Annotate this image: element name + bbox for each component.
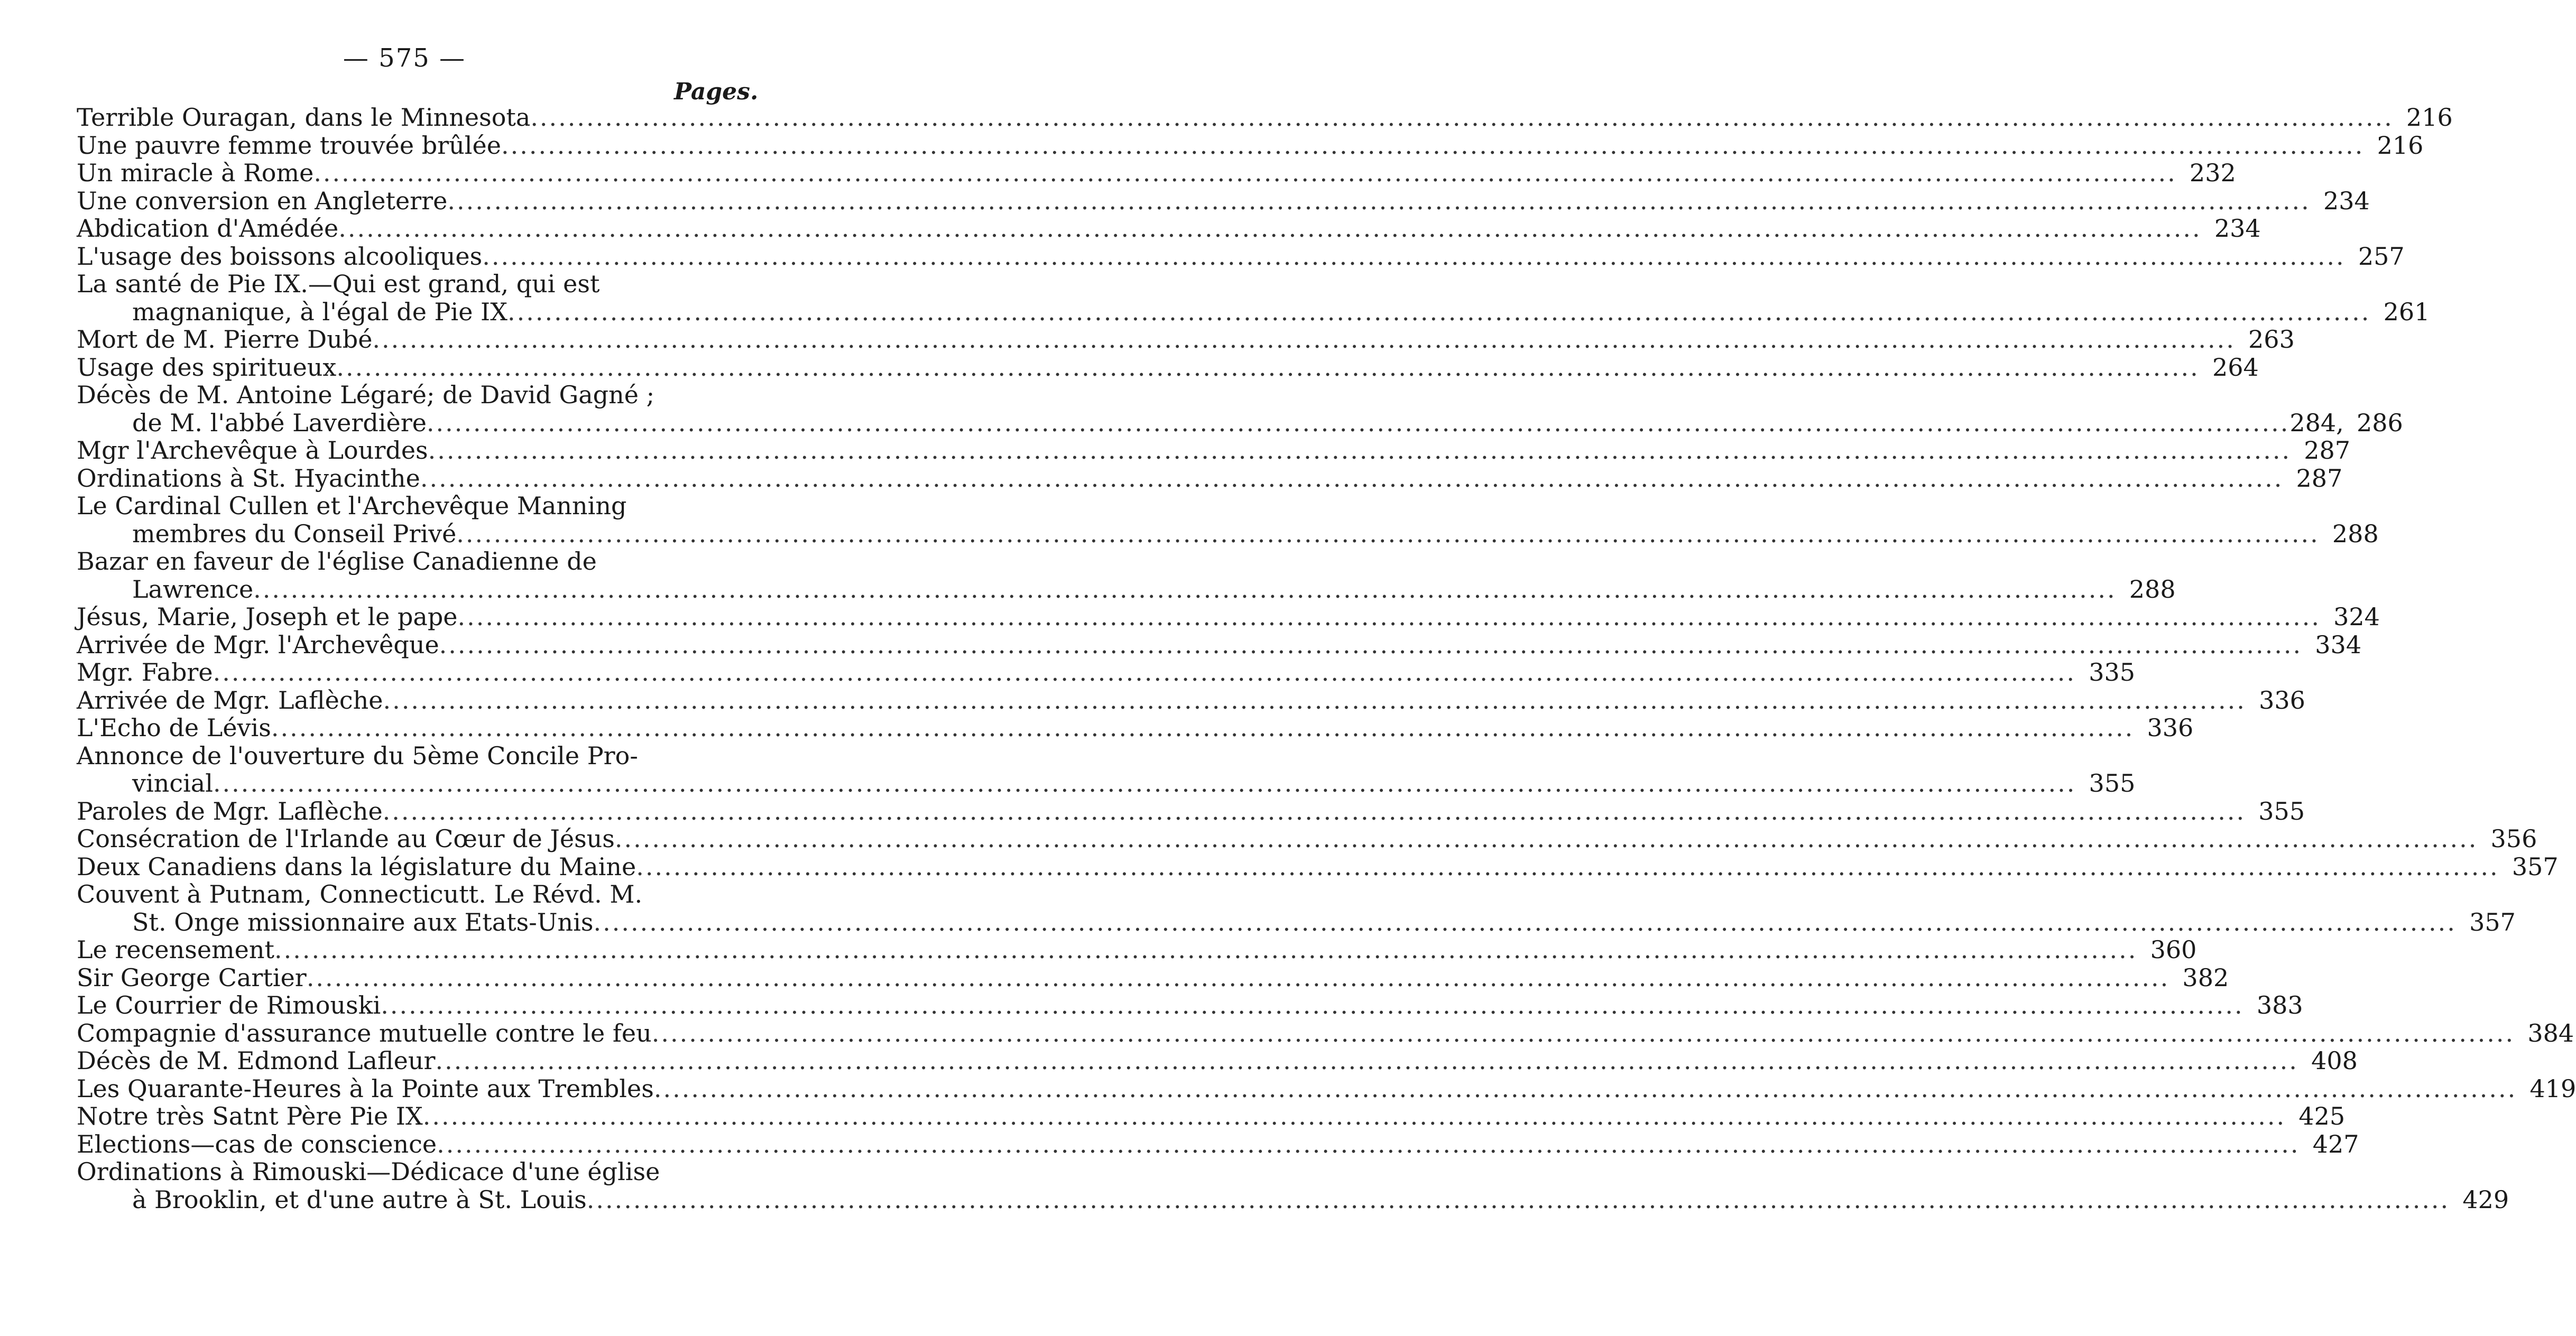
dot-leader: ........................................................................................................................................................................................................ — [435, 1046, 2298, 1075]
dot-leader: ........................................................................................................................................................................................................ — [313, 159, 2177, 187]
toc-entry — [77, 242, 2405, 271]
toc-entry-page: 264 — [2212, 352, 2259, 382]
dot-leader: ........................................................................................................................................................................................................ — [213, 658, 2076, 686]
toc-entry — [77, 852, 2559, 881]
toc-entry-page: 288 — [2332, 519, 2379, 548]
dot-leader: ........................................................................................................................................................................................................ — [422, 1102, 2286, 1130]
toc-entry-title: Notre très Satnt Père Pie IX — [77, 1102, 423, 1130]
toc-entry — [77, 436, 2351, 465]
dot-leader: ........................................................................................................................................................................................................ — [593, 907, 2457, 936]
toc-entry — [77, 658, 2136, 686]
toc-entry-title: de M. l'abbé Laverdière — [132, 408, 427, 437]
toc-entry-line — [77, 1074, 2576, 1103]
toc-entry-page: 355 — [2089, 769, 2136, 797]
dot-leader: ........................................................................................................................................................................................................ — [372, 325, 2236, 354]
toc-entry-line-continued — [77, 381, 748, 409]
toc-entry-line — [77, 1046, 2358, 1075]
toc-entry-page-extra: 284, — [2289, 408, 2344, 437]
dot-leader: ........................................................................................................................................................................................................ — [382, 796, 2246, 825]
toc-entry-title: Deux Canadiens dans la législature du Maine — [77, 852, 636, 881]
toc-entry — [77, 963, 2229, 992]
toc-entry — [77, 602, 2380, 631]
toc-entry-title: L'usage des boissons alcooliques — [77, 242, 483, 271]
toc-entry-page: 419 — [2529, 1074, 2576, 1103]
toc-entry — [77, 824, 2537, 853]
toc-entry — [77, 270, 2430, 326]
toc-entry — [77, 991, 2303, 1019]
toc-entry-line — [77, 1129, 2359, 1158]
toc-entry-title: Mgr l'Archevêque à Lourdes — [77, 436, 428, 465]
dot-leader: ........................................................................................................................................................................................................ — [439, 630, 2303, 659]
toc-entry — [77, 685, 2305, 715]
toc-entry-title: La santé de Pie IX.—Qui est grand, qui est — [77, 270, 600, 298]
toc-entry-page: 232 — [2189, 159, 2236, 187]
toc-entry-title: Couvent à Putnam, Connecticutt. Le Révd. M. — [77, 880, 643, 908]
toc-entry-title: Ordinations à St. Hyacinthe — [77, 463, 420, 493]
toc-entry-page: 287 — [2304, 436, 2351, 465]
toc-entry — [77, 1102, 2346, 1130]
dot-leader: ........................................................................................................................................................................................................ — [428, 436, 2292, 465]
toc-entry-line — [77, 519, 2379, 548]
dot-leader: ........................................................................................................................................................................................................ — [482, 242, 2346, 271]
toc-entry — [77, 491, 2379, 548]
toc-entry-title: Les Quarante-Heures à la Pointe aux Trembles — [77, 1074, 654, 1103]
toc-entry-title: Paroles de Mgr. Laflèche — [77, 796, 383, 825]
toc-entry-page: 357 — [2469, 907, 2516, 936]
toc-entry-line-continued — [77, 880, 748, 908]
toc-entry-page: 356 — [2490, 824, 2537, 853]
toc-entry-line — [77, 463, 2343, 493]
toc-entry — [77, 630, 2362, 659]
toc-entry — [77, 103, 2453, 132]
toc-entry-title: Bazar en faveur de l'église Canadienne de — [77, 547, 597, 576]
toc-entry-page: 257 — [2358, 242, 2405, 271]
toc-entry-page: 234 — [2214, 214, 2261, 243]
toc-entry-title: vincial — [132, 769, 213, 797]
toc-entry-line-continued — [77, 1158, 748, 1186]
toc-entry-line — [77, 186, 2370, 215]
page-number: — 575 — — [343, 43, 466, 73]
toc-entry-page: 336 — [2147, 713, 2194, 742]
toc-entry — [77, 1157, 2509, 1214]
toc-entry-title: Abdication d'Amédée — [77, 214, 339, 243]
dot-leader: ........................................................................................................................................................................................................ — [426, 408, 2290, 437]
toc-entry-title: Le Courrier de Rimouski — [77, 991, 381, 1019]
toc-entry-page: 216 — [2406, 103, 2453, 132]
toc-entry-line — [77, 907, 2516, 936]
dot-leader: ........................................................................................................................................................................................................ — [274, 935, 2138, 964]
toc-entry — [77, 131, 2424, 160]
dot-leader: ........................................................................................................................................................................................................ — [338, 214, 2202, 243]
toc-entry-line — [77, 352, 2259, 382]
toc-entry-line — [77, 630, 2362, 659]
toc-entry — [77, 547, 2176, 604]
toc-entry-line — [77, 574, 2176, 604]
toc-entry-page: 383 — [2256, 991, 2303, 1019]
toc-entry-title: Mgr. Fabre — [77, 658, 213, 686]
dot-leader: ........................................................................................................................................................................................................ — [271, 713, 2135, 742]
toc-entry-page: 384 — [2527, 1018, 2574, 1047]
toc-entry-line — [77, 769, 2136, 797]
toc-entry — [77, 352, 2259, 382]
dot-leader: ........................................................................................................................................................................................................ — [213, 769, 2076, 797]
toc-entry-page: 425 — [2298, 1102, 2346, 1130]
toc-entry-line — [77, 242, 2405, 271]
toc-entry — [77, 1074, 2576, 1103]
dot-leader: ........................................................................................................................................................................................................ — [653, 1074, 2517, 1103]
dot-leader: ........................................................................................................................................................................................................ — [530, 103, 2394, 132]
toc-entry-page: 427 — [2312, 1129, 2359, 1158]
toc-entry-title: Arrivée de Mgr. l'Archevêque — [77, 630, 439, 659]
dot-leader: ........................................................................................................................................................................................................ — [651, 1018, 2515, 1047]
toc-entry-line — [77, 796, 2305, 825]
dot-leader: ........................................................................................................................................................................................................ — [381, 991, 2244, 1019]
toc-entry-page: 334 — [2315, 630, 2362, 659]
toc-entry-page: 216 — [2377, 131, 2424, 160]
toc-entry-title: Un miracle à Rome — [77, 159, 314, 187]
toc-entry — [77, 325, 2295, 354]
toc-entry-line — [77, 991, 2303, 1019]
toc-entry-title: Terrible Ouragan, dans le Minnesota — [77, 103, 531, 132]
toc-entry-title: Compagnie d'assurance mutuelle contre le feu — [77, 1018, 652, 1047]
toc-entry-title: L'Echo de Lévis — [77, 713, 271, 742]
toc-entry-title: Le Cardinal Cullen et l'Archevêque Manning — [77, 491, 627, 520]
toc-entry-title: Jésus, Marie, Joseph et le pape — [77, 602, 458, 631]
toc-entry-page: 261 — [2383, 297, 2430, 326]
toc-entry-title: Ordinations à Rimouski—Dédicace d'une église — [77, 1157, 660, 1186]
toc-entry-page: 382 — [2182, 963, 2229, 992]
toc-entry — [77, 935, 2197, 964]
toc-entry-page: 263 — [2248, 325, 2295, 354]
dot-leader: ........................................................................................................................................................................................................ — [501, 131, 2365, 160]
toc-entry-page: 335 — [2089, 658, 2136, 686]
dot-leader: ........................................................................................................................................................................................................ — [457, 602, 2321, 631]
toc-entry-title: Elections—cas de conscience — [77, 1129, 437, 1158]
toc-entry-line — [77, 436, 2351, 465]
toc-entry-title: Le recensement — [77, 935, 274, 964]
toc-entry-title: Mort de M. Pierre Dubé — [77, 325, 373, 354]
toc-entry-line — [77, 685, 2305, 715]
toc-entry-title: à Brooklin, et d'une autre à St. Louis — [132, 1185, 587, 1214]
toc-entry-title: Usage des spiritueux — [77, 352, 337, 382]
toc-entry — [77, 741, 2136, 797]
dot-leader: ........................................................................................................................................................................................................ — [437, 1129, 2300, 1158]
toc-entry — [77, 1018, 2574, 1047]
toc-entry-line — [77, 1102, 2346, 1130]
toc-entry-line — [77, 852, 2559, 881]
toc-entry-line — [77, 131, 2424, 160]
toc-entry-title: Sir George Cartier — [77, 963, 307, 992]
toc-entry-title: Une pauvre femme trouvée brûlée — [77, 131, 501, 160]
toc-entry-line — [77, 963, 2229, 992]
toc-entry-line — [77, 824, 2537, 853]
toc-entry-page: 355 — [2258, 796, 2305, 825]
dot-leader: ........................................................................................................................................................................................................ — [586, 1185, 2450, 1214]
toc-entry-line — [77, 214, 2261, 243]
dot-leader: ........................................................................................................................................................................................................ — [447, 186, 2311, 215]
toc-entry-title: Consécration de l'Irlande au Cœur de Jésus — [77, 824, 615, 853]
toc-entry-title: Annonce de l'ouverture du 5ème Concile Pro- — [77, 741, 638, 770]
dot-leader: ........................................................................................................................................................................................................ — [253, 574, 2117, 604]
dot-leader: ........................................................................................................................................................................................................ — [383, 685, 2246, 715]
toc-entry-line — [77, 103, 2453, 132]
dot-leader: ........................................................................................................................................................................................................ — [614, 824, 2478, 853]
dot-leader: ........................................................................................................................................................................................................ — [420, 463, 2284, 493]
toc-entry — [77, 796, 2305, 825]
toc-entry-line — [77, 408, 2403, 437]
toc-entry-page: 360 — [2150, 935, 2197, 964]
toc-entry-title: membres du Conseil Privé — [132, 519, 457, 548]
dot-leader: ........................................................................................................................................................................................................ — [456, 519, 2320, 548]
toc-entry-title: Une conversion en Angleterre — [77, 186, 448, 215]
toc-entry-line — [77, 1185, 2509, 1214]
toc-entry — [77, 381, 2403, 437]
toc-entry-line — [77, 325, 2295, 354]
toc-entry-title: St. Onge missionnaire aux Etats-Unis — [132, 907, 594, 936]
toc-entry — [77, 880, 2516, 936]
toc-entry-page: 336 — [2259, 685, 2305, 715]
dot-leader: ........................................................................................................................................................................................................ — [636, 852, 2499, 881]
toc-entry-title: Décès de M. Antoine Légaré; de David Gagné ; — [77, 381, 655, 409]
toc-entry-line — [77, 935, 2197, 964]
toc-entry-page: 324 — [2333, 602, 2380, 631]
toc-entry-line — [77, 713, 2194, 742]
toc-entry — [77, 1129, 2359, 1158]
toc-entry-line — [77, 297, 2430, 326]
pages-column-header: Pages. — [674, 78, 759, 105]
toc-entry-title: Lawrence — [132, 574, 254, 604]
toc-entry — [77, 214, 2261, 243]
toc-entry-page: 429 — [2462, 1185, 2509, 1214]
dot-leader: ........................................................................................................................................................................................................ — [507, 297, 2371, 326]
toc-entry — [77, 1046, 2358, 1075]
toc-entry-line — [77, 159, 2236, 187]
table-of-contents — [77, 103, 2576, 1214]
toc-entry-page: 286 — [2356, 408, 2403, 437]
toc-entry-line-continued — [77, 492, 748, 520]
toc-entry — [77, 186, 2370, 215]
toc-entry-title: Arrivée de Mgr. Laflèche — [77, 685, 383, 715]
toc-entry-line-continued — [77, 270, 748, 298]
toc-entry-page: 287 — [2296, 463, 2343, 493]
toc-entry — [77, 463, 2343, 493]
toc-entry-line — [77, 602, 2380, 631]
dot-leader: ........................................................................................................................................................................................................ — [336, 352, 2200, 382]
dot-leader: ........................................................................................................................................................................................................ — [306, 963, 2170, 992]
toc-entry-line — [77, 658, 2136, 686]
toc-entry-line-continued — [77, 548, 748, 576]
toc-entry-line-continued — [77, 742, 748, 770]
toc-entry-page: 234 — [2323, 186, 2370, 215]
toc-entry-page: 288 — [2129, 574, 2176, 604]
toc-entry — [77, 713, 2194, 742]
toc-entry-line — [77, 1018, 2574, 1047]
toc-entry-title: magnanique, à l'égal de Pie IX — [132, 297, 507, 326]
toc-entry-page: 357 — [2512, 852, 2559, 881]
toc-entry-title: Décès de M. Edmond Lafleur — [77, 1046, 436, 1075]
toc-entry-page: 408 — [2311, 1046, 2358, 1075]
toc-entry — [77, 159, 2236, 187]
